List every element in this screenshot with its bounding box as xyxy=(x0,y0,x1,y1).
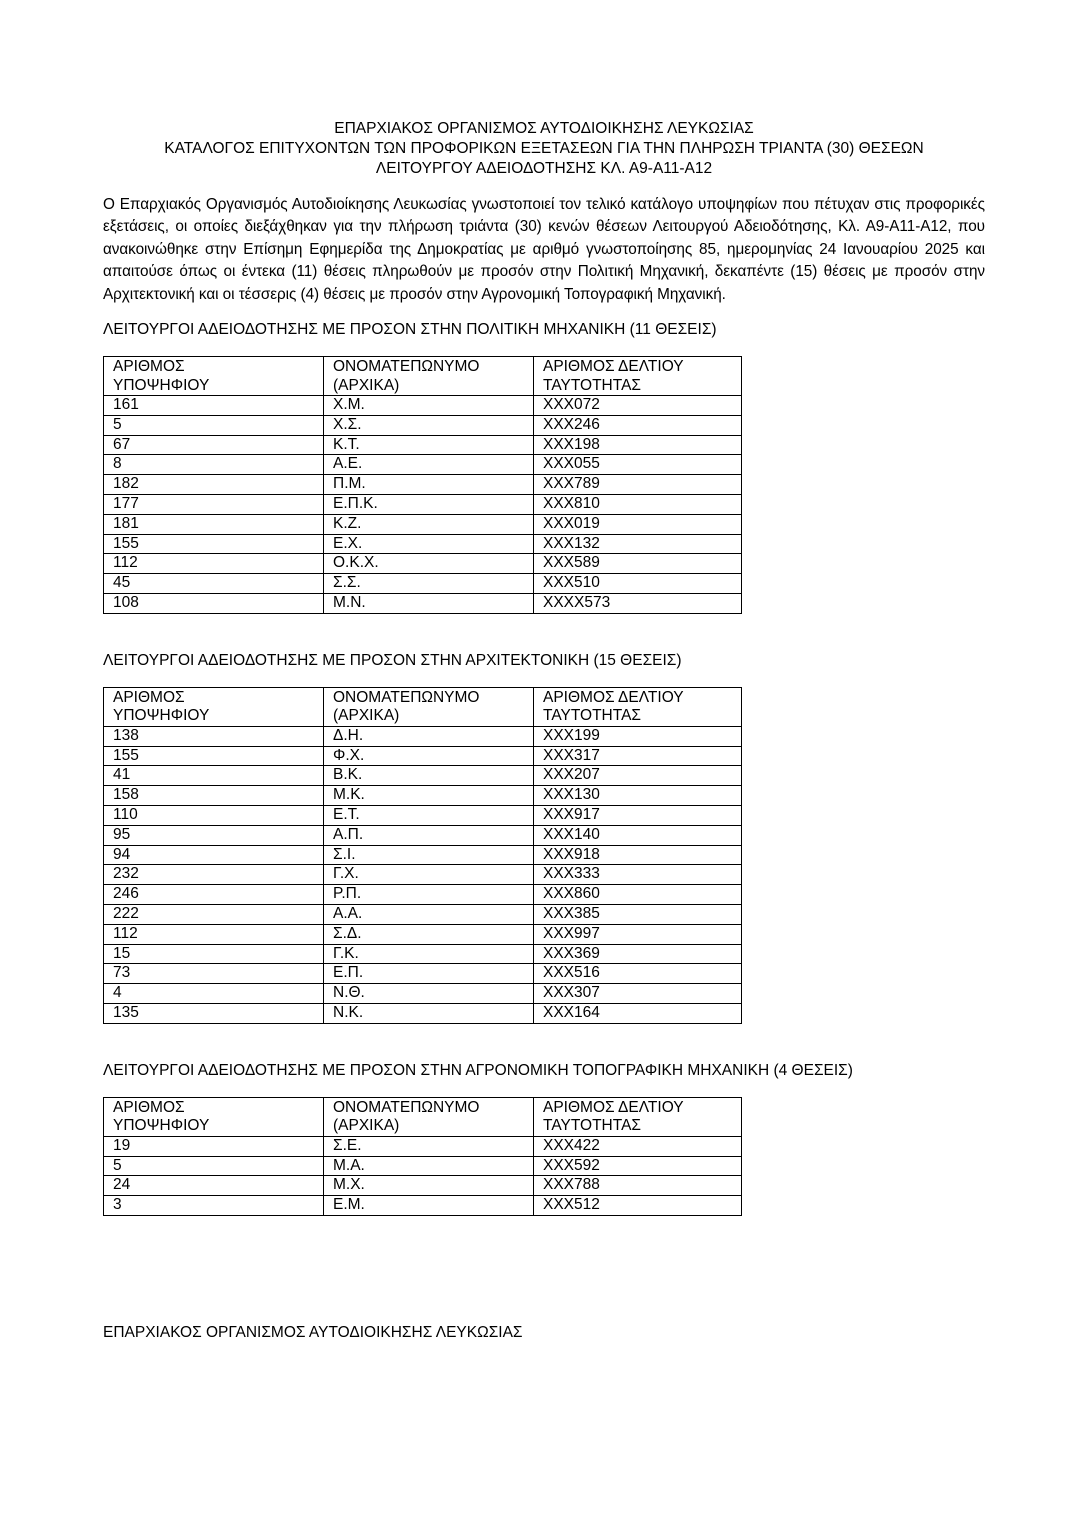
table-row xyxy=(104,805,742,825)
column-header-candidate-number: ΑΡΙΘΜΟΣ ΥΠΟΨΗΦΙΟΥ xyxy=(104,357,324,396)
cell-candidate-number: 155 xyxy=(104,534,324,554)
table-row xyxy=(104,726,742,746)
cell-candidate-number: 181 xyxy=(104,514,324,534)
cell-candidate-number: 161 xyxy=(104,396,324,416)
cell-id-card-number: XXX422 xyxy=(534,1136,742,1156)
cell-candidate-number: 73 xyxy=(104,964,324,984)
cell-name-initials: Φ.Χ. xyxy=(324,746,534,766)
cell-id-card-number: XXX810 xyxy=(534,495,742,515)
table-row xyxy=(104,885,742,905)
cell-name-initials: Ν.Κ. xyxy=(324,1003,534,1023)
cell-id-card-number: XXX918 xyxy=(534,845,742,865)
position-title: ΛΕΙΤΟΥΡΓΟΥ ΑΔΕΙΟΔΟΤΗΣΗΣ ΚΛ. Α9-Α11-Α12 xyxy=(375,160,713,177)
table-row xyxy=(104,1176,742,1196)
column-header-id-card-number: ΑΡΙΘΜΟΣ ΔΕΛΤΙΟΥ ΤΑΥΤΟΤΗΤΑΣ xyxy=(534,1097,742,1136)
cell-candidate-number: 232 xyxy=(104,865,324,885)
cell-id-card-number: XXXX573 xyxy=(534,594,742,614)
table-row xyxy=(104,396,742,416)
cell-name-initials: Α.Α. xyxy=(324,904,534,924)
cell-id-card-number: XXX019 xyxy=(534,514,742,534)
cell-candidate-number: 67 xyxy=(104,435,324,455)
cell-name-initials: Μ.Α. xyxy=(324,1156,534,1176)
cell-name-initials: Ρ.Π. xyxy=(324,885,534,905)
table-row xyxy=(104,514,742,534)
cell-candidate-number: 5 xyxy=(104,415,324,435)
column-header-id-card-number: ΑΡΙΘΜΟΣ ΔΕΛΤΙΟΥ ΤΑΥΤΟΤΗΤΑΣ xyxy=(534,357,742,396)
cell-id-card-number: XXX860 xyxy=(534,885,742,905)
table-row xyxy=(104,1003,742,1023)
cell-name-initials: Π.Μ. xyxy=(324,475,534,495)
table-row xyxy=(104,574,742,594)
cell-name-initials: Χ.Σ. xyxy=(324,415,534,435)
table-row xyxy=(104,924,742,944)
table-row xyxy=(104,766,742,786)
table-row xyxy=(104,554,742,574)
cell-id-card-number: XXX072 xyxy=(534,396,742,416)
cell-name-initials: Β.Κ. xyxy=(324,766,534,786)
cell-name-initials: Μ.Ν. xyxy=(324,594,534,614)
table-row xyxy=(104,746,742,766)
document-page xyxy=(103,119,985,1216)
table-row xyxy=(104,1136,742,1156)
cell-id-card-number: XXX164 xyxy=(534,1003,742,1023)
section-title-architecture: ΛΕΙΤΟΥΡΓΟΙ ΑΔΕΙΟΔΟΤΗΣΗΣ ΜΕ ΠΡΟΣΟΝ ΣΤΗΝ ΑΡΧΙΤΕΚΤΟΝΙΚΗ (15 ΘΕΣΕΙΣ) xyxy=(103,651,682,669)
section-title-civil-engineering: ΛΕΙΤΟΥΡΓΟΙ ΑΔΕΙΟΔΟΤΗΣΗΣ ΜΕ ΠΡΟΣΟΝ ΣΤΗΝ ΠΟΛΙΤΙΚΗ ΜΗΧΑΝΙΚΗ (11 ΘΕΣΕΙΣ) xyxy=(103,321,717,339)
cell-name-initials: Γ.Χ. xyxy=(324,865,534,885)
cell-id-card-number: XXX789 xyxy=(534,475,742,495)
table-header-row xyxy=(104,687,742,726)
cell-candidate-number: 94 xyxy=(104,845,324,865)
results-table-architecture xyxy=(103,687,742,1024)
column-header-name-initials: ΟΝΟΜΑΤΕΠΩΝΥΜΟ (ΑΡΧΙΚΑ) xyxy=(324,357,534,396)
cell-id-card-number: XXX917 xyxy=(534,805,742,825)
cell-candidate-number: 24 xyxy=(104,1176,324,1196)
table-row xyxy=(104,475,742,495)
results-table-agronomic-topographic-engineering xyxy=(103,1097,742,1216)
cell-candidate-number: 108 xyxy=(104,594,324,614)
table-header-row xyxy=(104,357,742,396)
cell-name-initials: Α.Π. xyxy=(324,825,534,845)
cell-id-card-number: XXX207 xyxy=(534,766,742,786)
cell-id-card-number: XXX510 xyxy=(534,574,742,594)
cell-id-card-number: XXX130 xyxy=(534,786,742,806)
column-header-candidate-number: ΑΡΙΘΜΟΣ ΥΠΟΨΗΦΙΟΥ xyxy=(104,687,324,726)
cell-id-card-number: XXX589 xyxy=(534,554,742,574)
cell-candidate-number: 19 xyxy=(104,1136,324,1156)
cell-candidate-number: 112 xyxy=(104,924,324,944)
table-row xyxy=(104,455,742,475)
cell-candidate-number: 8 xyxy=(104,455,324,475)
cell-id-card-number: XXX307 xyxy=(534,984,742,1004)
cell-candidate-number: 246 xyxy=(104,885,324,905)
cell-name-initials: Κ.Τ. xyxy=(324,435,534,455)
cell-candidate-number: 95 xyxy=(104,825,324,845)
table-row xyxy=(104,865,742,885)
cell-name-initials: Α.Ε. xyxy=(324,455,534,475)
table-row xyxy=(104,845,742,865)
table-row xyxy=(104,944,742,964)
cell-id-card-number: XXX516 xyxy=(534,964,742,984)
cell-name-initials: Χ.Μ. xyxy=(324,396,534,416)
table-row xyxy=(104,415,742,435)
table-header-row xyxy=(104,1097,742,1136)
cell-id-card-number: XXX140 xyxy=(534,825,742,845)
cell-id-card-number: XXX997 xyxy=(534,924,742,944)
cell-id-card-number: XXX246 xyxy=(534,415,742,435)
cell-candidate-number: 4 xyxy=(104,984,324,1004)
column-header-id-card-number: ΑΡΙΘΜΟΣ ΔΕΛΤΙΟΥ ΤΑΥΤΟΤΗΤΑΣ xyxy=(534,687,742,726)
cell-name-initials: Μ.Χ. xyxy=(324,1176,534,1196)
cell-candidate-number: 45 xyxy=(104,574,324,594)
cell-id-card-number: XXX317 xyxy=(534,746,742,766)
table-row xyxy=(104,1156,742,1176)
table-row xyxy=(104,984,742,1004)
cell-name-initials: Ο.Κ.Χ. xyxy=(324,554,534,574)
cell-name-initials: Μ.Κ. xyxy=(324,786,534,806)
cell-id-card-number: XXX199 xyxy=(534,726,742,746)
table-row xyxy=(104,495,742,515)
column-header-candidate-number: ΑΡΙΘΜΟΣ ΥΠΟΨΗΦΙΟΥ xyxy=(104,1097,324,1136)
cell-name-initials: Δ.Η. xyxy=(324,726,534,746)
list-title: ΚΑΤΑΛΟΓΟΣ ΕΠΙΤΥΧΟΝΤΩΝ ΤΩΝ ΠΡΟΦΟΡΙΚΩΝ ΕΞΕΤΑΣΕΩΝ ΓΙΑ ΤΗΝ ΠΛΗΡΩΣΗ ΤΡΙΑΝΤΑ (30) ΘΕΣΕΩΝ xyxy=(164,140,924,157)
cell-candidate-number: 3 xyxy=(104,1196,324,1216)
cell-id-card-number: XXX055 xyxy=(534,455,742,475)
section-title-agronomic-topographic-engineering: ΛΕΙΤΟΥΡΓΟΙ ΑΔΕΙΟΔΟΤΗΣΗΣ ΜΕ ΠΡΟΣΟΝ ΣΤΗΝ ΑΓΡΟΝΟΜΙΚΗ ΤΟΠΟΓΡΑΦΙΚΗ ΜΗΧΑΝΙΚΗ (4 ΘΕΣΕΙΣ) xyxy=(103,1061,853,1079)
table-row xyxy=(104,435,742,455)
table-row xyxy=(104,594,742,614)
organization-title: ΕΠΑΡΧΙΑΚΟΣ ΟΡΓΑΝΙΣΜΟΣ ΑΥΤΟΔΙΟΙΚΗΣΗΣ ΛΕΥΚΩΣΙΑΣ xyxy=(334,120,754,137)
results-table-civil-engineering xyxy=(103,356,742,614)
cell-candidate-number: 182 xyxy=(104,475,324,495)
cell-name-initials: Ε.Π. xyxy=(324,964,534,984)
cell-name-initials: Ν.Θ. xyxy=(324,984,534,1004)
cell-name-initials: Ε.Π.Κ. xyxy=(324,495,534,515)
table-row xyxy=(104,1196,742,1216)
cell-candidate-number: 5 xyxy=(104,1156,324,1176)
cell-id-card-number: XXX198 xyxy=(534,435,742,455)
cell-name-initials: Ε.Χ. xyxy=(324,534,534,554)
cell-id-card-number: XXX333 xyxy=(534,865,742,885)
cell-candidate-number: 135 xyxy=(104,1003,324,1023)
table-row xyxy=(104,904,742,924)
cell-id-card-number: XXX512 xyxy=(534,1196,742,1216)
cell-name-initials: Γ.Κ. xyxy=(324,944,534,964)
cell-candidate-number: 155 xyxy=(104,746,324,766)
cell-id-card-number: XXX132 xyxy=(534,534,742,554)
cell-candidate-number: 222 xyxy=(104,904,324,924)
cell-candidate-number: 41 xyxy=(104,766,324,786)
column-header-name-initials: ΟΝΟΜΑΤΕΠΩΝΥΜΟ (ΑΡΧΙΚΑ) xyxy=(324,687,534,726)
cell-name-initials: Σ.Ι. xyxy=(324,845,534,865)
cell-candidate-number: 112 xyxy=(104,554,324,574)
cell-name-initials: Σ.Δ. xyxy=(324,924,534,944)
cell-name-initials: Σ.Ε. xyxy=(324,1136,534,1156)
cell-id-card-number: XXX788 xyxy=(534,1176,742,1196)
table-row xyxy=(104,534,742,554)
cell-name-initials: Σ.Σ. xyxy=(324,574,534,594)
cell-name-initials: Ε.Τ. xyxy=(324,805,534,825)
column-header-name-initials: ΟΝΟΜΑΤΕΠΩΝΥΜΟ (ΑΡΧΙΚΑ) xyxy=(324,1097,534,1136)
cell-name-initials: Ε.Μ. xyxy=(324,1196,534,1216)
cell-candidate-number: 15 xyxy=(104,944,324,964)
cell-id-card-number: XXX369 xyxy=(534,944,742,964)
intro-paragraph: Ο Επαρχιακός Οργανισμός Αυτοδιοίκησης Λευκωσίας γνωστοποιεί τον τελικό κατάλογο υποψηφίων που πέτυχαν στις προφορικές εξετάσεις, οι οποίες διεξάχθηκαν για την πλήρωση τριάντα (30) κενών θέσεων Λειτουργού Αδειοδότησης, Κλ. Α9-Α11-Α12, που ανακοινώθηκε στην Επίσημη Εφημερίδα της Δημοκρατίας με αριθμό γνωστοποίησης 85, ημερομηνίας 24 Ιανουαρίου 2025 και απαιτούσε όπως οι έντεκα (11) θέσεις πληρωθούν με προσόν στην Πολιτική Μηχανική, δεκαπέντε (15) θέσεις με προσόν στην Αρχιτεκτονική και οι τέσσερις (4) θέσεις με προσόν στην Αγρονομική Τοπογραφική Μηχανική. xyxy=(103,196,985,303)
cell-id-card-number: XXX592 xyxy=(534,1156,742,1176)
document-header xyxy=(103,119,985,179)
table-row xyxy=(104,825,742,845)
table-row xyxy=(104,964,742,984)
cell-candidate-number: 177 xyxy=(104,495,324,515)
cell-candidate-number: 138 xyxy=(104,726,324,746)
cell-id-card-number: XXX385 xyxy=(534,904,742,924)
cell-name-initials: Κ.Ζ. xyxy=(324,514,534,534)
cell-candidate-number: 110 xyxy=(104,805,324,825)
cell-candidate-number: 158 xyxy=(104,786,324,806)
footer-organization-name: ΕΠΑΡΧΙΑΚΟΣ ΟΡΓΑΝΙΣΜΟΣ ΑΥΤΟΔΙΟΙΚΗΣΗΣ ΛΕΥΚΩΣΙΑΣ xyxy=(103,1324,523,1341)
table-row xyxy=(104,786,742,806)
